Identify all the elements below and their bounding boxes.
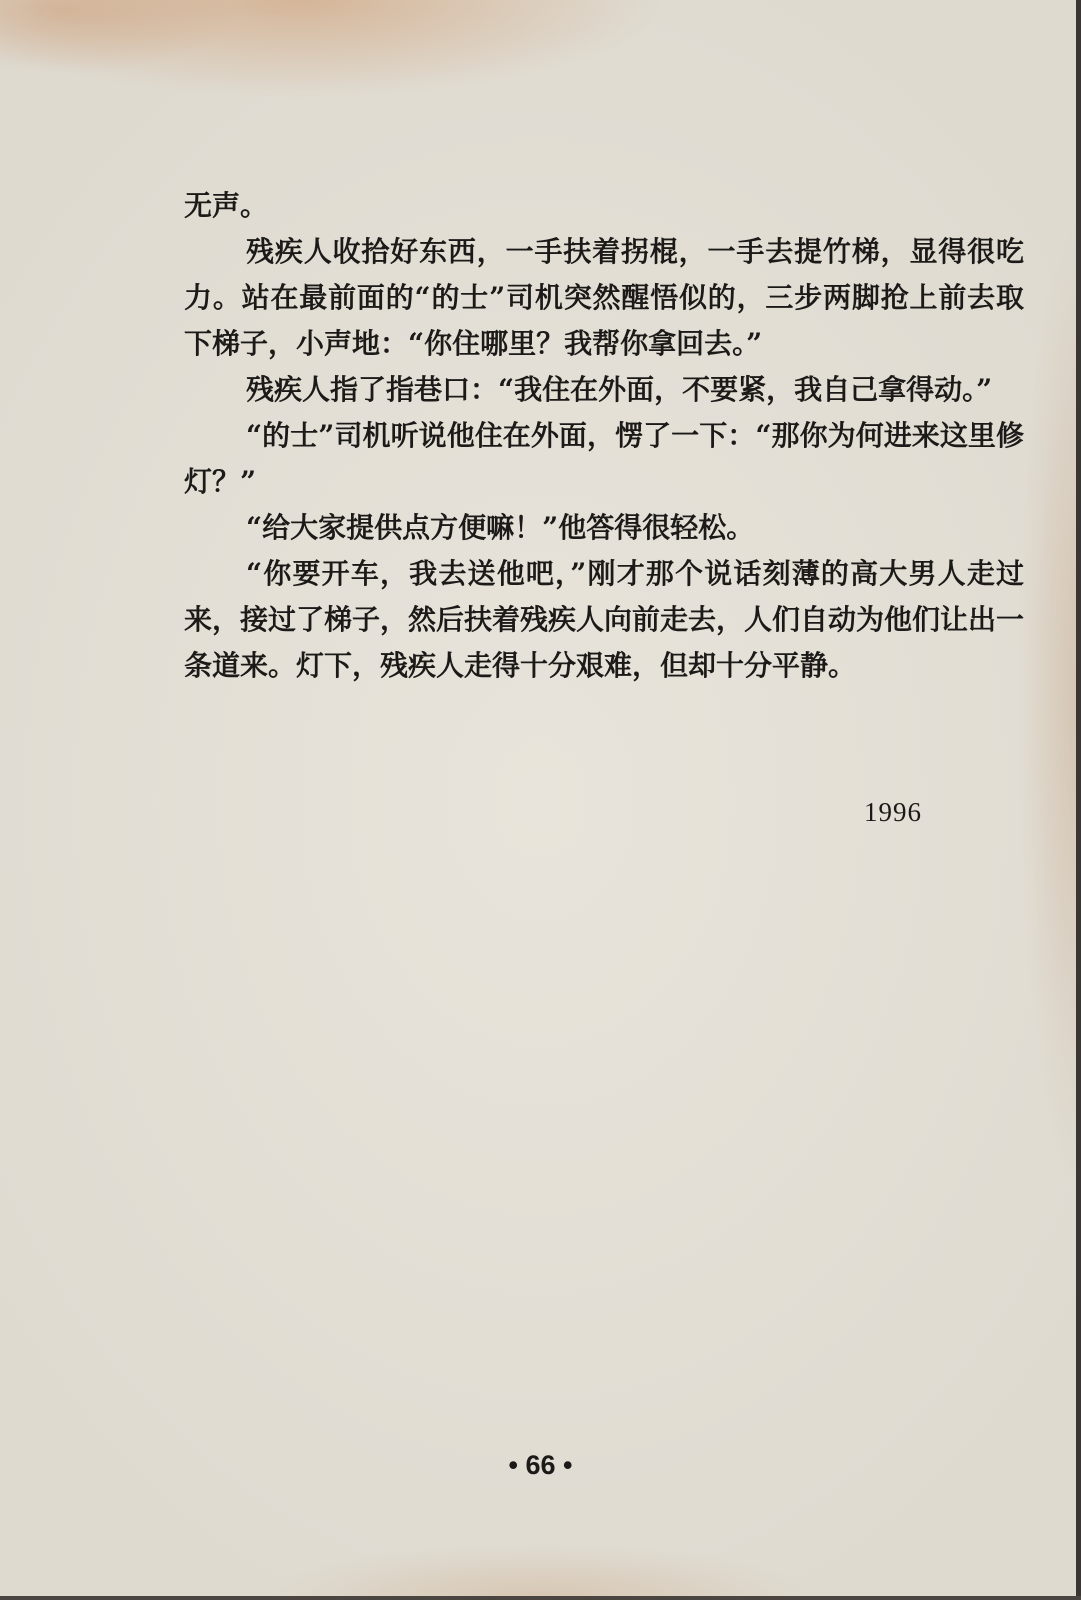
- page-edge-bottom: [0, 1596, 1081, 1600]
- paragraph-3: 残疾人指了指巷口：“我住在外面，不要紧，我自己拿得动。”: [246, 373, 993, 406]
- paragraph-4: “的士”司机听说他住在外面，愣了一下：“那你为何进来这里修灯？”: [184, 419, 1024, 498]
- date-year: 1996: [864, 797, 922, 827]
- paragraph-2: 残疾人收拾好东西，一手扶着拐棍，一手去提竹梯，显得很吃力。站在最前面的“的士”司机突然醒悟似的，三步两脚抢上前去取下梯子，小声地：“你住哪里？我帮你拿回去。”: [184, 235, 1024, 360]
- paragraph-1: 无声。: [184, 189, 269, 222]
- body-text: [184, 183, 1024, 689]
- paragraph-5: “给大家提供点方便嘛！”他答得很轻松。: [246, 511, 755, 544]
- paragraph-6: “你要开车，我去送他吧，”刚才那个说话刻薄的高大男人走过来，接过了梯子，然后扶着残疾人向前走去，人们自动为他们让出一条道来。灯下，残疾人走得十分艰难，但却十分平静。: [184, 557, 1025, 682]
- page-edge-right: [1076, 0, 1081, 1600]
- page-number: • 66 •: [508, 1450, 573, 1480]
